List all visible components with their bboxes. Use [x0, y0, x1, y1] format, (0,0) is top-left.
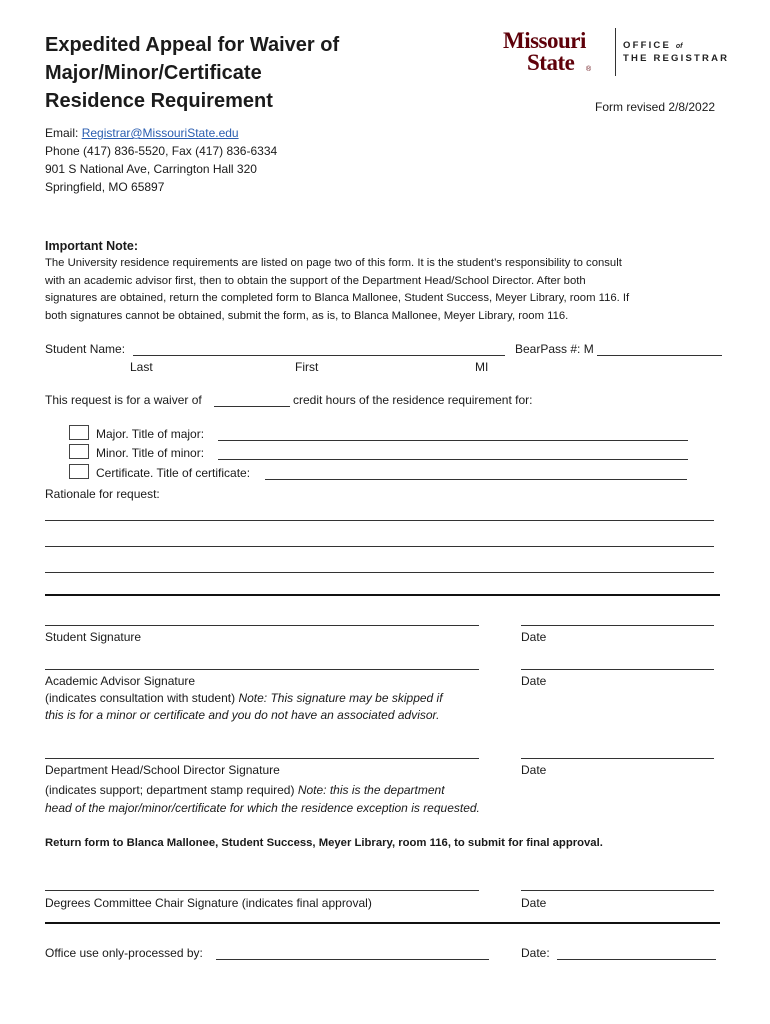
certificate-label: Certificate. Title of certificate:	[96, 466, 251, 480]
student-date-label: Date	[521, 630, 547, 644]
student-signature-label: Student Signature	[45, 630, 142, 644]
email-label: Email:	[45, 126, 79, 140]
rationale-line-1[interactable]	[45, 520, 714, 521]
certificate-checkbox[interactable]	[69, 464, 89, 479]
note-heading: Important Note:	[45, 239, 139, 253]
form-title	[45, 31, 425, 115]
dept-signature-label: Department Head/School Director Signature	[45, 763, 280, 777]
credit-hours-field[interactable]	[214, 406, 290, 407]
last-name-caption: Last	[130, 360, 153, 374]
note-body	[45, 255, 745, 325]
office-use-field[interactable]	[216, 959, 489, 960]
major-title-field[interactable]	[218, 440, 688, 441]
student-name-label: Student Name:	[45, 342, 126, 356]
student-date-field[interactable]	[521, 625, 714, 626]
dept-signature-field[interactable]	[45, 758, 479, 759]
advisor-date-field[interactable]	[521, 669, 714, 670]
rationale-line-2[interactable]	[45, 546, 714, 547]
bearpass-field[interactable]	[597, 355, 722, 356]
advisor-note-line-2: this is for a minor or certificate and you do not have an associated advisor.	[45, 708, 440, 722]
title-line-3: Residence Requirement	[45, 90, 273, 112]
logo-divider	[615, 28, 616, 76]
form-revised: Form revised 2/8/2022	[595, 100, 716, 114]
rationale-label: Rationale for request:	[45, 487, 160, 501]
advisor-signature-field[interactable]	[45, 669, 479, 670]
return-note: Return form to Blanca Mallonee, Student Success, Meyer Library, room 116, to submit for final approval.	[45, 837, 603, 849]
mi-caption: MI	[475, 360, 489, 374]
logo-office-word: OFFICE	[623, 40, 672, 51]
contact-phone: Phone (417) 836-5520, Fax (417) 836-6334	[45, 144, 278, 158]
committee-signature-field[interactable]	[45, 890, 479, 891]
dept-date-field[interactable]	[521, 758, 714, 759]
committee-date-field[interactable]	[521, 890, 714, 891]
contact-address-2: Springfield, MO 65897	[45, 180, 165, 194]
rationale-line-3[interactable]	[45, 572, 714, 573]
committee-signature-label: Degrees Committee Chair Signature (indicates final approval)	[45, 896, 372, 910]
logo-word-missouri: Missouri	[503, 28, 586, 53]
advisor-note-italic-1: Note: This signature may be skipped if	[238, 691, 443, 705]
note-line-4: both signatures cannot be obtained, submit the form, as is, to Blanca Mallonee, Meyer Library, room 116.	[45, 309, 569, 322]
logo-office-line1	[623, 40, 683, 51]
office-use-label: Office use only-processed by:	[45, 946, 203, 960]
email-link[interactable]: Registrar@MissouriState.edu	[81, 126, 239, 140]
logo-office-line2: THE REGISTRAR	[623, 53, 730, 64]
advisor-signature-label: Academic Advisor Signature	[45, 674, 196, 688]
dept-note-italic-1: Note: this is the department	[297, 783, 445, 797]
dept-note-line-1	[45, 783, 445, 797]
minor-checkbox[interactable]	[69, 444, 89, 459]
logo-word-state: State	[527, 50, 575, 75]
title-line-2: Major/Minor/Certificate	[45, 62, 262, 84]
dept-note-plain: (indicates support; department stamp required)	[45, 783, 295, 797]
dept-date-label: Date	[521, 763, 547, 777]
first-name-caption: First	[295, 360, 319, 374]
logo-office-of: of	[675, 43, 683, 50]
student-name-field[interactable]	[133, 355, 505, 356]
certificate-title-field[interactable]	[265, 479, 687, 480]
advisor-note-plain: (indicates consultation with student)	[45, 691, 236, 705]
missouri-state-logo	[503, 28, 733, 78]
minor-label: Minor. Title of minor:	[96, 446, 205, 460]
contact-email-line	[45, 124, 239, 142]
contact-address-1: 901 S National Ave, Carrington Hall 320	[45, 162, 257, 176]
advisor-note-line-1	[45, 691, 443, 705]
note-line-1: The University residence requirements are listed on page two of this form. It is the student’s responsibility to consult	[45, 257, 622, 269]
bearpass-label: BearPass #: M	[515, 342, 594, 356]
note-line-3: signatures are obtained, return the completed form to Blanca Mallonee, Student Success, Meyer Library, room 116. If	[45, 292, 630, 304]
note-line-2: with an academic advisor first, then to obtain the support of the Department Head/School Director. After both	[45, 274, 586, 287]
logo-trademark: ®	[586, 66, 592, 73]
request-suffix: credit hours of the residence requirement for:	[293, 393, 533, 407]
major-checkbox[interactable]	[69, 425, 89, 440]
committee-date-label: Date	[521, 896, 547, 910]
office-date-label: Date:	[521, 946, 550, 960]
section-divider-2	[45, 922, 720, 924]
minor-title-field[interactable]	[218, 459, 688, 460]
dept-note-line-2: head of the major/minor/certificate for which the residence exception is requested.	[45, 801, 480, 815]
major-label: Major. Title of major:	[96, 427, 205, 441]
office-date-field[interactable]	[557, 959, 716, 960]
advisor-date-label: Date	[521, 674, 547, 688]
student-signature-field[interactable]	[45, 625, 479, 626]
title-line-1: Expedited Appeal for Waiver of	[45, 34, 340, 56]
section-divider-1	[45, 594, 720, 596]
request-prefix: This request is for a waiver of	[45, 393, 202, 407]
